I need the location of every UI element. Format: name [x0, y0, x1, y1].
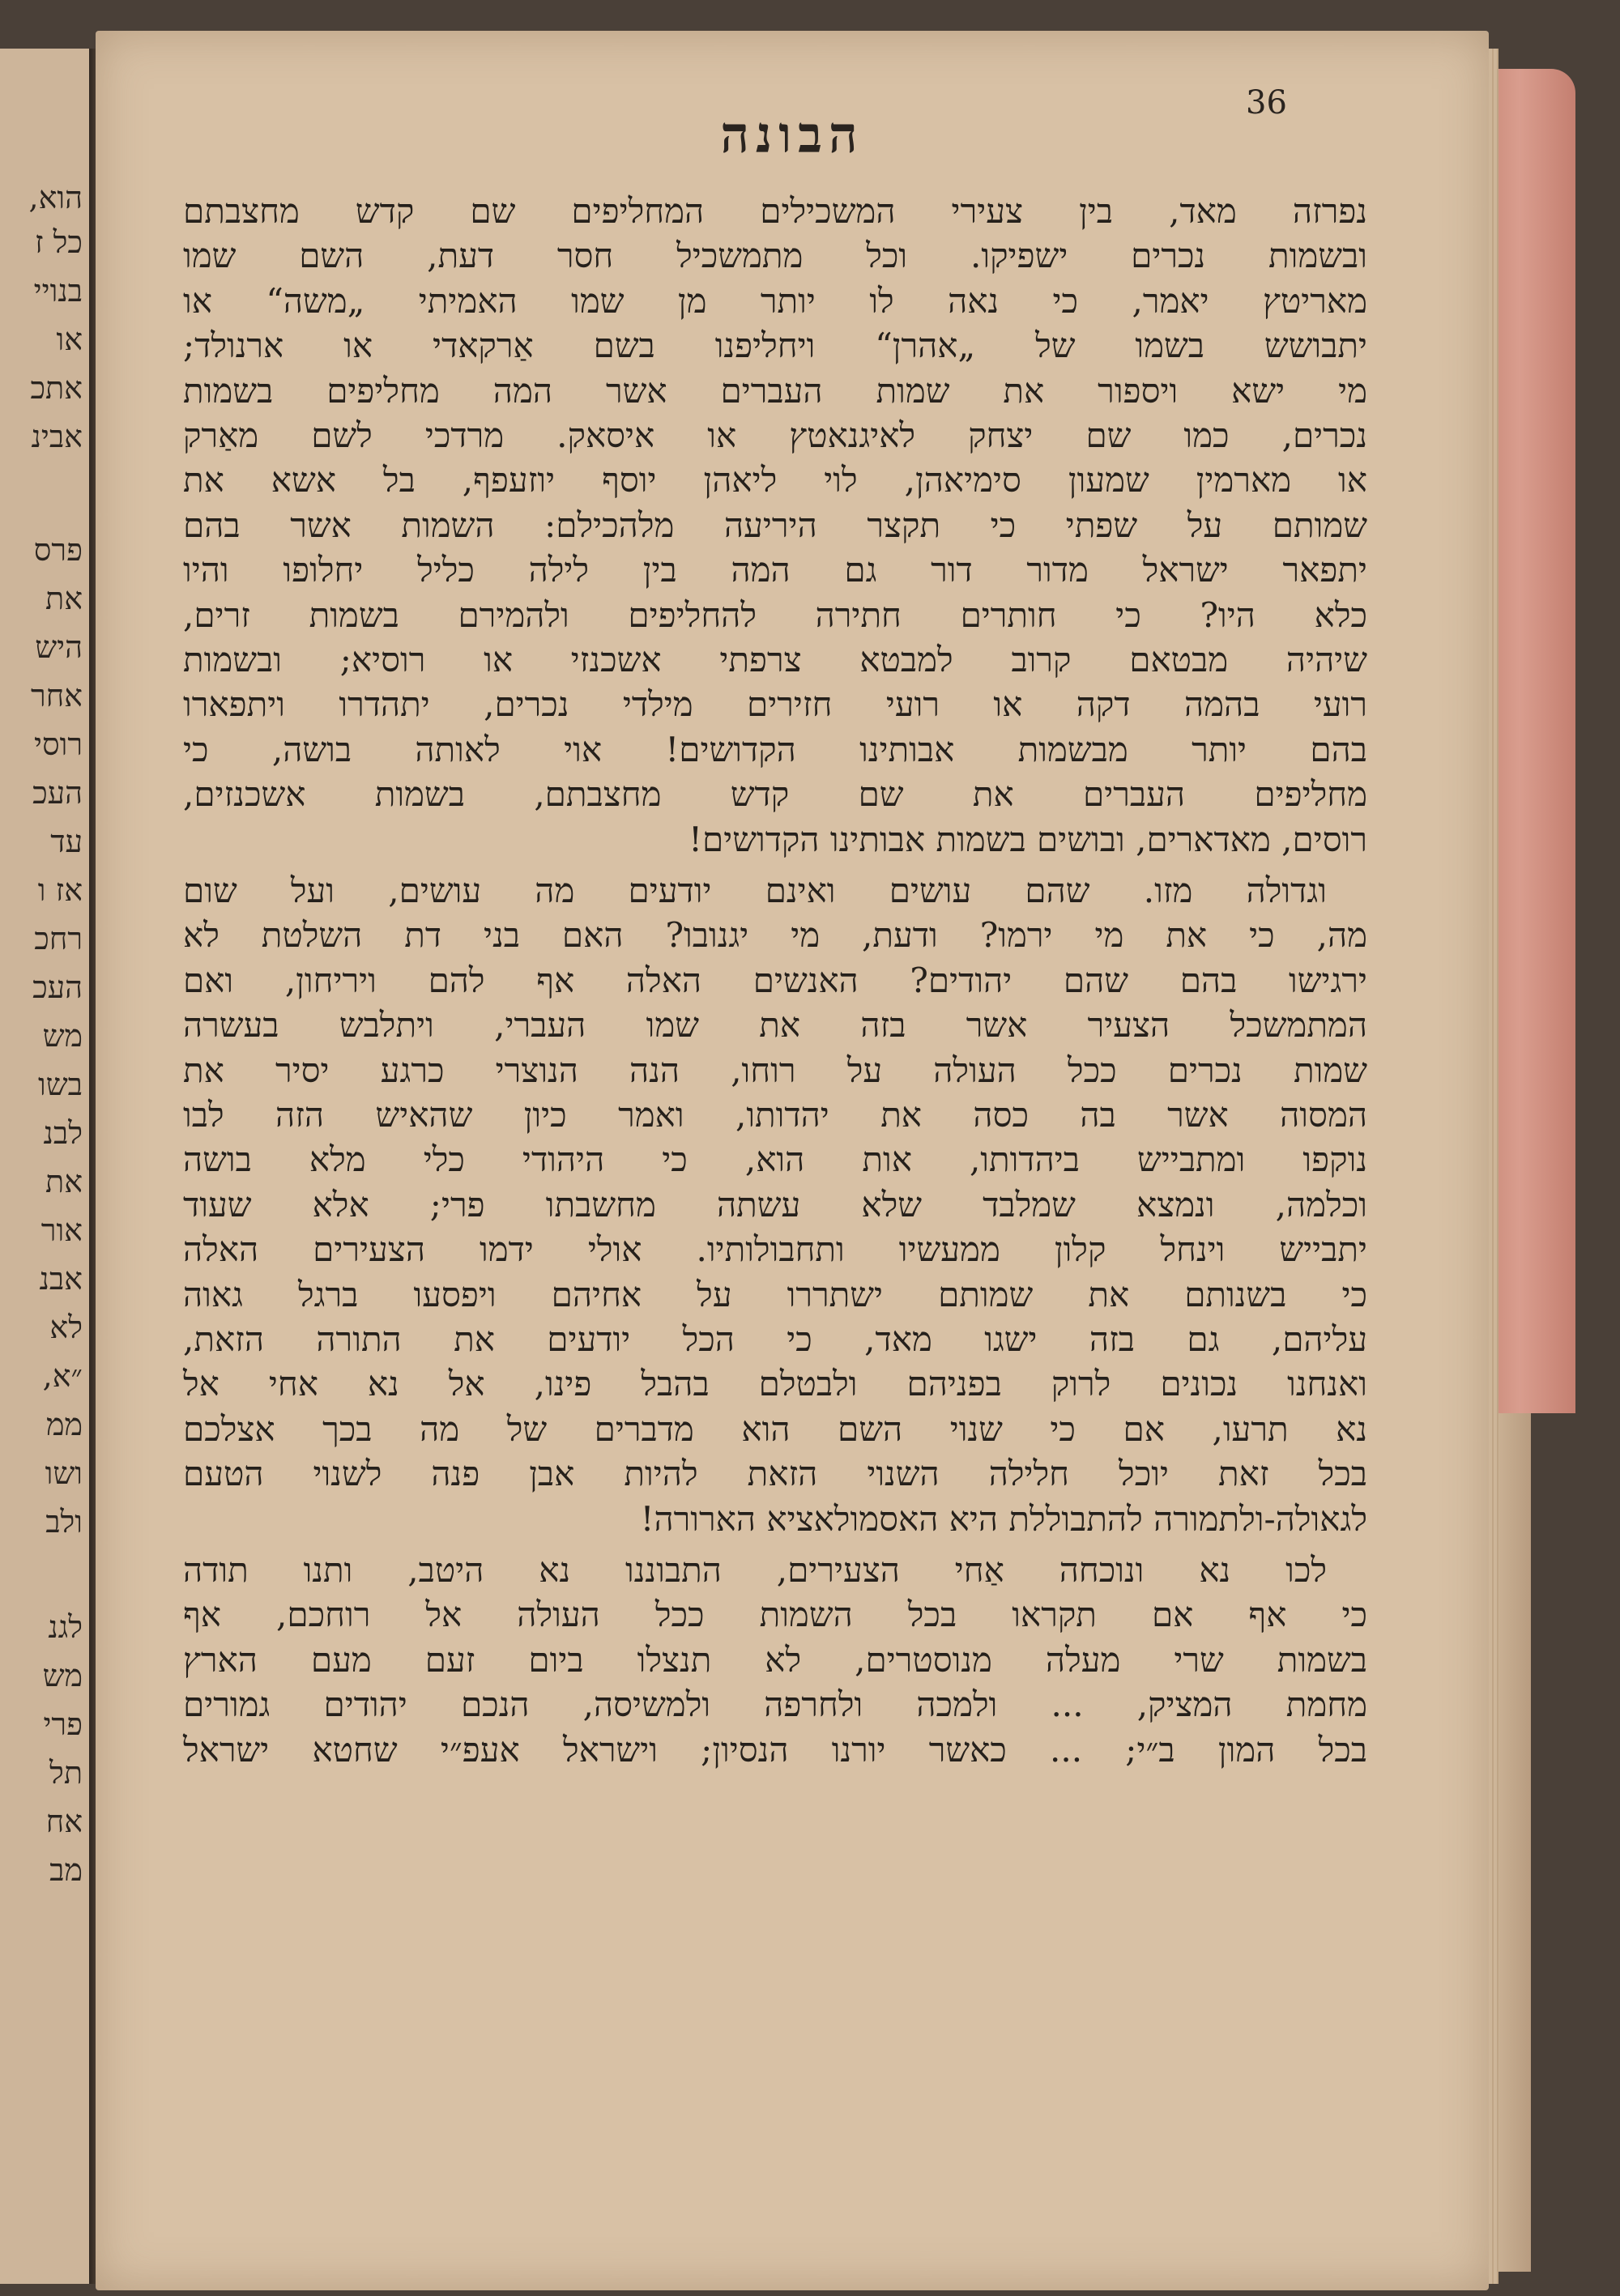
text-line: לגאולה-ולתמורה להתבוללת היא האסמולאציא הארורה!	[640, 1498, 1367, 1539]
left-page-line: ״א,	[42, 1358, 83, 1394]
text-line: בהם יותר מבשמות אבותינו הקדושים! אוי לאותה בושה, כי	[183, 729, 1367, 769]
left-page-line: מש	[42, 1658, 83, 1693]
text-line: שיהיה מבטאם קרוב למבטא צרפתי אשכנזי או רוסיא; ובשמות	[183, 640, 1367, 679]
left-page-line: בשו	[38, 1067, 83, 1102]
text-line: המתמשכל הצעיר אשר בזה את שמו העברי, ויתלבש בעשרה	[183, 1005, 1367, 1046]
left-page-line: כל ז	[34, 224, 83, 260]
left-page-line: אחר	[31, 678, 83, 714]
text-line: כלא היו? כי חותרים חתירה להחליפים ולהמירם בשמות זרים,	[183, 594, 1367, 635]
text-line: ובשמות נכרים ישפיקו. וכל מתמשכיל חסר דעת, השם שמו	[183, 236, 1367, 276]
text-line: ירגישו בהם שהם יהודים? האנשים האלה אף להם ויריחון, ואם	[183, 960, 1367, 1000]
left-page-line: העכ	[32, 775, 83, 811]
left-page-line: תל	[49, 1755, 83, 1791]
left-page-line: בנויי	[33, 273, 83, 309]
text-line: נוקפו ומתבייש ביהדותו, אות הוא, כי היהודי כלי מלא בושה	[183, 1139, 1367, 1180]
left-page-line: רחכ	[34, 921, 83, 956]
text-line: בכל זאת יוכל חלילה השנוי הזאת להיות אבן פנה לשנוי הטעם	[183, 1454, 1367, 1494]
left-page-line: לא	[49, 1310, 83, 1345]
text-line: יתבייש וינחל קלון ממעשיו ותחבולותיו. אולי ידמו הצעירים האלה	[183, 1229, 1367, 1270]
text-line: ואנחנו נכונים לרוק בפניהם ולבטלם בהבל פינו, אל נא אחי אל	[183, 1364, 1367, 1404]
text-line: יתפאר ישראל מדור דור גם המה בין לילה כליל יחלופו והיו	[183, 550, 1367, 590]
left-page-line: אז ו	[37, 872, 83, 908]
left-page-line: ושו	[45, 1455, 83, 1491]
text-line: כי בשנותם את שמותם ישתררו על אחיהם ויפסעו ברגל גאוה	[183, 1274, 1367, 1314]
text-line: יתבושש בשמו של „אהרן“ ויחליפנו בשם אַרקאדי או ארנולד;	[183, 326, 1367, 366]
text-line: בשמות שרי מעלה מנוסטרים, לא תנצלו ביום זעם מעם הארץ	[183, 1639, 1367, 1680]
text-line: המסוה אשר בה כסה את יהדותו, ואמר כיון שהאיש הזה לבו	[183, 1095, 1367, 1135]
text-line: נפרזה מאד, בין צעירי המשכילים המחליפים שם קדש מחצבתם	[183, 191, 1367, 231]
text-line: וכלמה, ונמצא שמלבד שלא עשתה מחשבתו פרי; אלא שעוד	[183, 1184, 1367, 1225]
text-line: או מארמין שמעון סימיאהן, לוי ליאהן יוסף יוזעפף, בל אשא את	[183, 460, 1367, 501]
page-number: 36	[1246, 84, 1287, 121]
text-line: רוסים, מאדארים, ובושים בשמות אבותינו הקדושים!	[688, 819, 1367, 859]
text-line: וגדולה מזו. שהם עושים ואינם יודעים מה עושים, ועל שום	[183, 871, 1327, 910]
left-page-line: מש	[42, 1018, 83, 1054]
left-page-line: לבנ	[43, 1115, 83, 1151]
left-page-fragment	[0, 49, 94, 2284]
left-page-line: פרי	[43, 1706, 83, 1742]
text-line: נכרים, כמו שם יצחק לאיגנאטץ או איסאק. מרדכי לשם מאַרק	[183, 415, 1367, 455]
left-page-line: לגנ	[48, 1609, 83, 1645]
left-page-line: ולב	[45, 1504, 83, 1540]
left-page-line: אור	[40, 1212, 83, 1248]
left-page-line: אבינ	[31, 419, 83, 454]
left-page-line: עד	[50, 824, 83, 859]
text-line: מי ישא ויספור את שמות העברים אשר המה מחליפים בשמות	[183, 370, 1367, 411]
text-line: נא תרעו, אם כי שנוי השם הוא מדברים של מה בכך אצלכם	[183, 1408, 1367, 1449]
text-line: מה, כי את מי ירמו? ודעת, מי יגנובו? האם בני דת השלטת לא	[183, 915, 1367, 956]
left-page-line: פרס	[33, 532, 83, 568]
left-page-line: ממ	[45, 1407, 83, 1442]
left-page-line: את	[45, 1164, 83, 1199]
left-page-line: את	[45, 581, 83, 616]
body-text	[96, 31, 1489, 2290]
text-line: רועי בהמה דקה או רועי חזירים מילדי נכרים, יתהדרו ויתפארו	[183, 684, 1367, 725]
right-page	[96, 31, 1489, 2290]
left-page-line: אבנ	[39, 1261, 83, 1297]
text-line: מחמת המציק, ... ולמכה ולחרפה ולמשיסה, הנכם יהודים גמורים	[183, 1685, 1367, 1725]
left-page-line: רוסי	[34, 726, 83, 762]
running-title: הבונה	[720, 105, 864, 164]
text-line: כי אף אם תקראו בכל השמות ככל העולה אל רוחכם, אף	[183, 1595, 1367, 1635]
text-line: מחליפים העברים את שם קדש מחצבתם, בשמות אשכנזים,	[183, 774, 1367, 815]
text-line: בכל המון ב״י; ... כאשר יורנו הנסיון; וישראל אעפ״י שחטא ישראל	[183, 1729, 1367, 1770]
left-page-line: הוא,	[28, 180, 83, 215]
left-page-line: העכ	[32, 969, 83, 1005]
text-line: עליהם, גם בזה ישגו מאד, כי הכל יודעים את התורה הזאת,	[183, 1319, 1367, 1359]
left-page-line: מב	[49, 1852, 83, 1888]
text-line: שמות נכרים ככל העולה על רוחו, הנה הנוצרי כרגע יסיר את	[183, 1050, 1367, 1090]
text-line: שמותם על שפתי כי תקצר היריעה מלהכילם: השמות אשר בהם	[183, 505, 1367, 545]
left-page-line: היש	[35, 629, 83, 665]
left-page-line: אח	[45, 1804, 83, 1839]
left-page-line: אתכ	[30, 370, 83, 406]
left-page-line: או	[56, 322, 83, 357]
text-line: לכו נא ונוכחה אַחי הצעירים, התבוננו נא היטב, ותנו תודה	[183, 1550, 1327, 1590]
text-line: מאריטץ יאמר, כי נאה לו יותר מן שמו האמיתי „משה“ או	[183, 280, 1367, 321]
